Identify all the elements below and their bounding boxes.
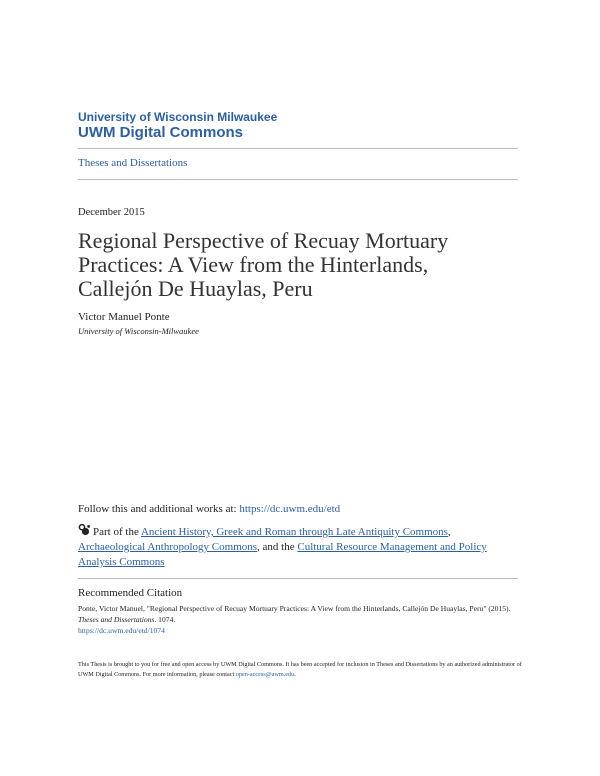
- part-of-section: [78, 524, 508, 570]
- citation-heading: Recommended Citation: [78, 587, 183, 599]
- citation-series: Theses and Dissertations: [78, 615, 155, 624]
- notice-end: .: [294, 671, 296, 678]
- commons-link-archaeological-anthropology[interactable]: Archaeological Anthropology Commons: [78, 541, 258, 553]
- separator-and: , and the: [257, 541, 295, 553]
- notice-text: This Thesis is brought to you for free and open access by UWM Digital Commons. It has been accepted for inclusion in Theses and Dissertations by an authorized administrator of UWM Digital Commons. For more information, please contact: [78, 661, 522, 678]
- repository-name[interactable]: UWM Digital Commons: [78, 124, 243, 141]
- citation-divider: [78, 578, 518, 579]
- follow-label: Follow this and additional works at:: [78, 503, 237, 515]
- header-divider-top: [78, 148, 518, 149]
- author-affiliation: University of Wisconsin-Milwaukee: [78, 326, 199, 336]
- follow-line: [78, 503, 340, 515]
- commons-link-ancient-history[interactable]: Ancient History, Greek and Roman through Late Antiquity Commons: [140, 526, 448, 538]
- citation-block: [78, 603, 523, 636]
- header-divider-bottom: [78, 179, 518, 180]
- separator-comma: ,: [447, 526, 451, 538]
- publication-date: December 2015: [78, 207, 145, 218]
- author-name: Victor Manuel Ponte: [78, 311, 170, 323]
- access-notice: [78, 660, 523, 680]
- collection-link[interactable]: Theses and Dissertations: [78, 157, 188, 169]
- part-of-prefix: Part of the: [93, 526, 139, 538]
- citation-number: . 1074.: [154, 615, 176, 624]
- commons-link-cultural-resource-management[interactable]: Cultural Resource Management and Policy Analysis Commons: [78, 541, 487, 568]
- digital-commons-network-icon: [78, 524, 91, 536]
- citation-text: Ponte, Victor Manuel, "Regional Perspective of Recuay Mortuary Practices: A View from the Hinterlands, Callejón De Huaylas, Peru" (2015).: [78, 604, 511, 613]
- follow-link[interactable]: https://dc.uwm.edu/etd: [239, 503, 341, 515]
- contact-email-link[interactable]: open-access@uwm.edu: [235, 671, 295, 678]
- paper-title: Regional Perspective of Recuay Mortuary Practices: A View from the Hinterlands, Callejón De Huaylas, Peru: [78, 228, 449, 301]
- citation-url[interactable]: https://dc.uwm.edu/etd/1074: [78, 626, 165, 635]
- institution-name: University of Wisconsin Milwaukee: [78, 110, 278, 124]
